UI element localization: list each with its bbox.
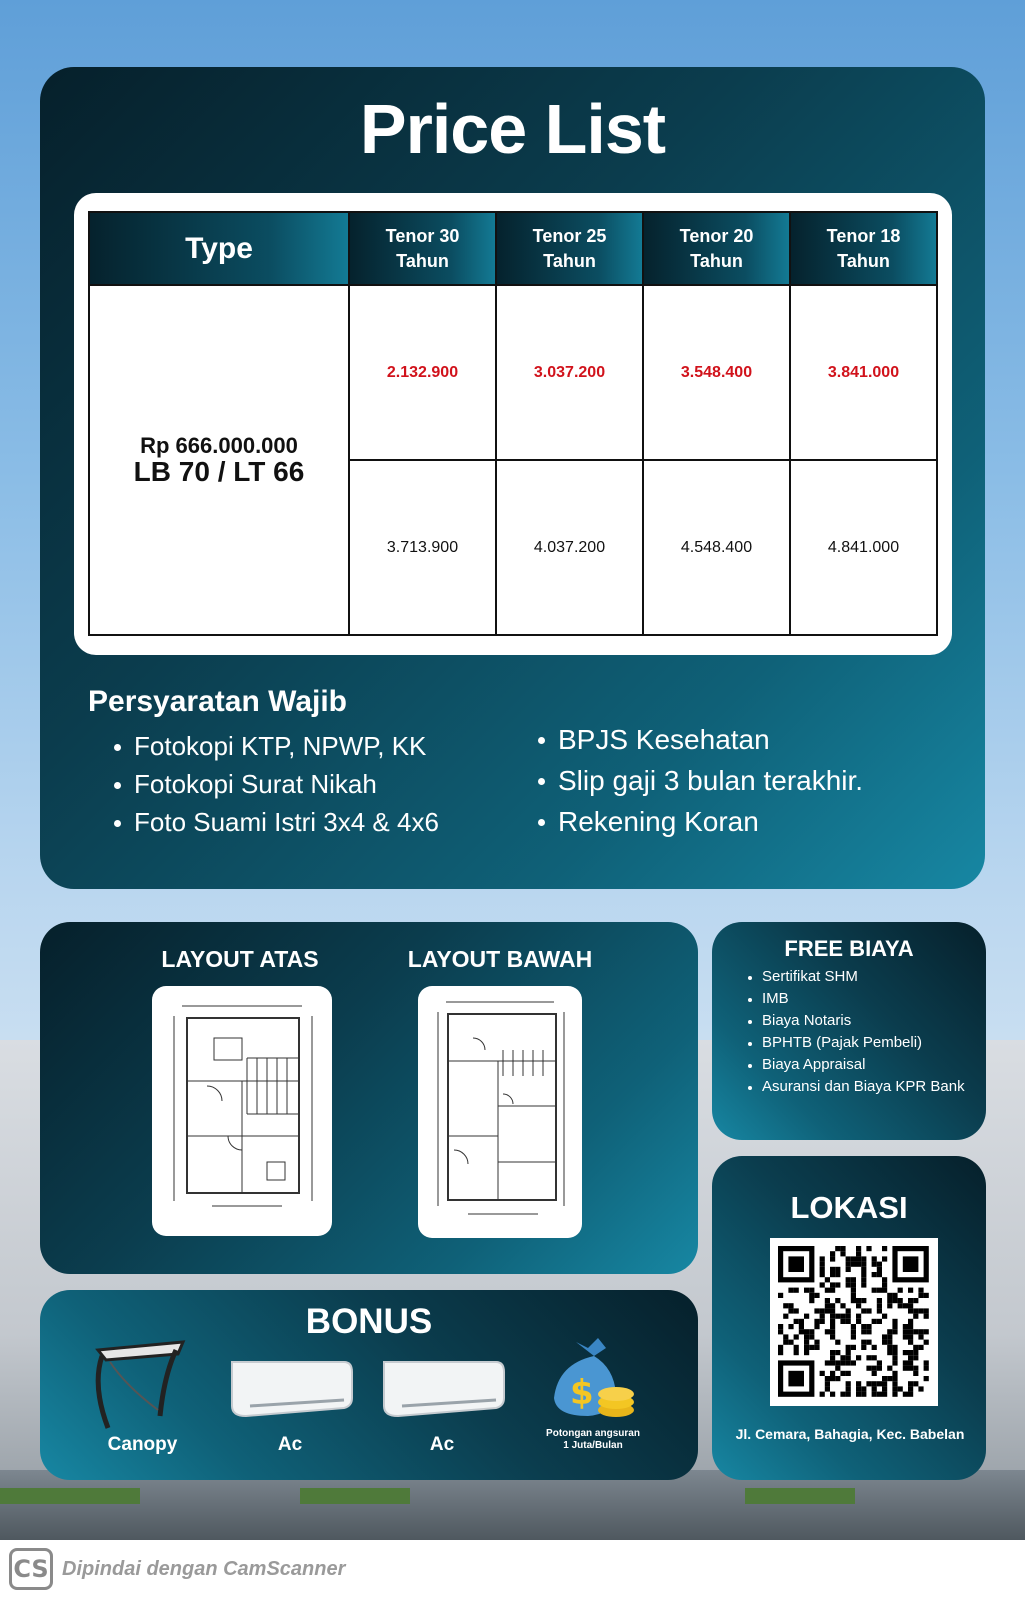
bonus-label-canopy: Canopy [107, 1434, 178, 1455]
header-line: Tenor 25 [532, 225, 607, 246]
background-grass [300, 1488, 410, 1504]
header-tenor-30 [349, 212, 496, 285]
background-grass [0, 1488, 140, 1504]
address-text: Jl. Cemara, Bahagia, Kec. Babelan [735, 1426, 965, 1442]
type-price: Rp 666.000.000 [140, 433, 298, 458]
bonus-label-potongan [528, 1428, 658, 1452]
floor-plan-icon [418, 986, 582, 1238]
camscanner-text: Dipindai dengan CamScanner [62, 1558, 346, 1580]
free-biaya-panel [712, 922, 986, 1140]
free-biaya-list [748, 966, 968, 1098]
list-item: Rekening Koran [536, 801, 863, 842]
layout-atas-label: LAYOUT ATAS [161, 946, 319, 972]
svg-text:$: $ [570, 1373, 594, 1413]
header-type: Type [89, 212, 349, 285]
header-line: Tahun [837, 250, 890, 271]
lokasi-title: LOKASI [790, 1190, 908, 1225]
list-item: IMB [748, 988, 968, 1010]
type-cell [89, 285, 349, 635]
requirements-list-right [536, 719, 863, 842]
qr-code-icon [770, 1238, 938, 1406]
price-list-panel [40, 67, 985, 889]
price-cell: 3.037.200 [496, 285, 643, 460]
price-table [88, 211, 938, 636]
requirements-title: Persyaratan Wajib [88, 685, 347, 718]
money-bag-icon [548, 1334, 638, 1420]
list-item: BPHTB (Pajak Pembeli) [748, 1032, 968, 1054]
list-item: Fotokopi Surat Nikah [112, 765, 439, 803]
bonus-label-ac: Ac [429, 1434, 455, 1455]
header-line: Tenor 18 [826, 225, 901, 246]
requirements-list-left [112, 727, 439, 841]
price-cell: 4.548.400 [643, 460, 790, 635]
table-header-row [89, 212, 937, 285]
list-item: Biaya Notaris [748, 1010, 968, 1032]
potongan-line: 1 Juta/Bulan [563, 1440, 623, 1451]
list-item: Biaya Appraisal [748, 1054, 968, 1076]
canopy-icon [88, 1336, 193, 1436]
price-cell: 3.713.900 [349, 460, 496, 635]
layout-panel [40, 922, 698, 1274]
price-cell: 2.132.900 [349, 285, 496, 460]
header-line: Tahun [543, 250, 596, 271]
qr-code[interactable] [770, 1238, 938, 1406]
bonus-label-ac: Ac [277, 1434, 303, 1455]
header-tenor-25 [496, 212, 643, 285]
header-tenor-18 [790, 212, 937, 285]
air-conditioner-icon [226, 1358, 354, 1420]
background-grass [745, 1488, 855, 1504]
list-item: BPJS Kesehatan [536, 719, 863, 760]
background-road [0, 1470, 1025, 1540]
free-biaya-title: FREE BIAYA [784, 936, 914, 961]
price-cell: 3.841.000 [790, 285, 937, 460]
air-conditioner-icon [378, 1358, 506, 1420]
header-line: Tahun [396, 250, 449, 271]
price-table-card [74, 193, 952, 655]
price-cell: 4.841.000 [790, 460, 937, 635]
bonus-panel [40, 1290, 698, 1480]
list-item: Slip gaji 3 bulan terakhir. [536, 760, 863, 801]
header-tenor-20 [643, 212, 790, 285]
price-cell: 3.548.400 [643, 285, 790, 460]
bonus-title: BONUS [305, 1302, 433, 1341]
floor-plan-bawah [418, 986, 582, 1238]
lokasi-panel [712, 1156, 986, 1480]
type-size: LB 70 / LT 66 [133, 456, 305, 487]
header-line: Tenor 20 [679, 225, 754, 246]
list-item: Foto Suami Istri 3x4 & 4x6 [112, 803, 439, 841]
floor-plan-atas [152, 986, 332, 1236]
list-item: Sertifikat SHM [748, 966, 968, 988]
camscanner-footer [0, 1540, 1025, 1600]
list-item: Fotokopi KTP, NPWP, KK [112, 727, 439, 765]
layout-bawah-label: LAYOUT BAWAH [407, 946, 593, 972]
camscanner-logo: CS [9, 1548, 53, 1590]
price-cell: 4.037.200 [496, 460, 643, 635]
list-item: Asuransi dan Biaya KPR Bank [748, 1076, 968, 1098]
potongan-line: Potongan angsuran [546, 1428, 640, 1439]
header-line: Tahun [690, 250, 743, 271]
header-line: Tenor 30 [385, 225, 460, 246]
page-title: Price List [359, 90, 666, 168]
floor-plan-icon [152, 986, 332, 1236]
table-row [89, 285, 937, 460]
